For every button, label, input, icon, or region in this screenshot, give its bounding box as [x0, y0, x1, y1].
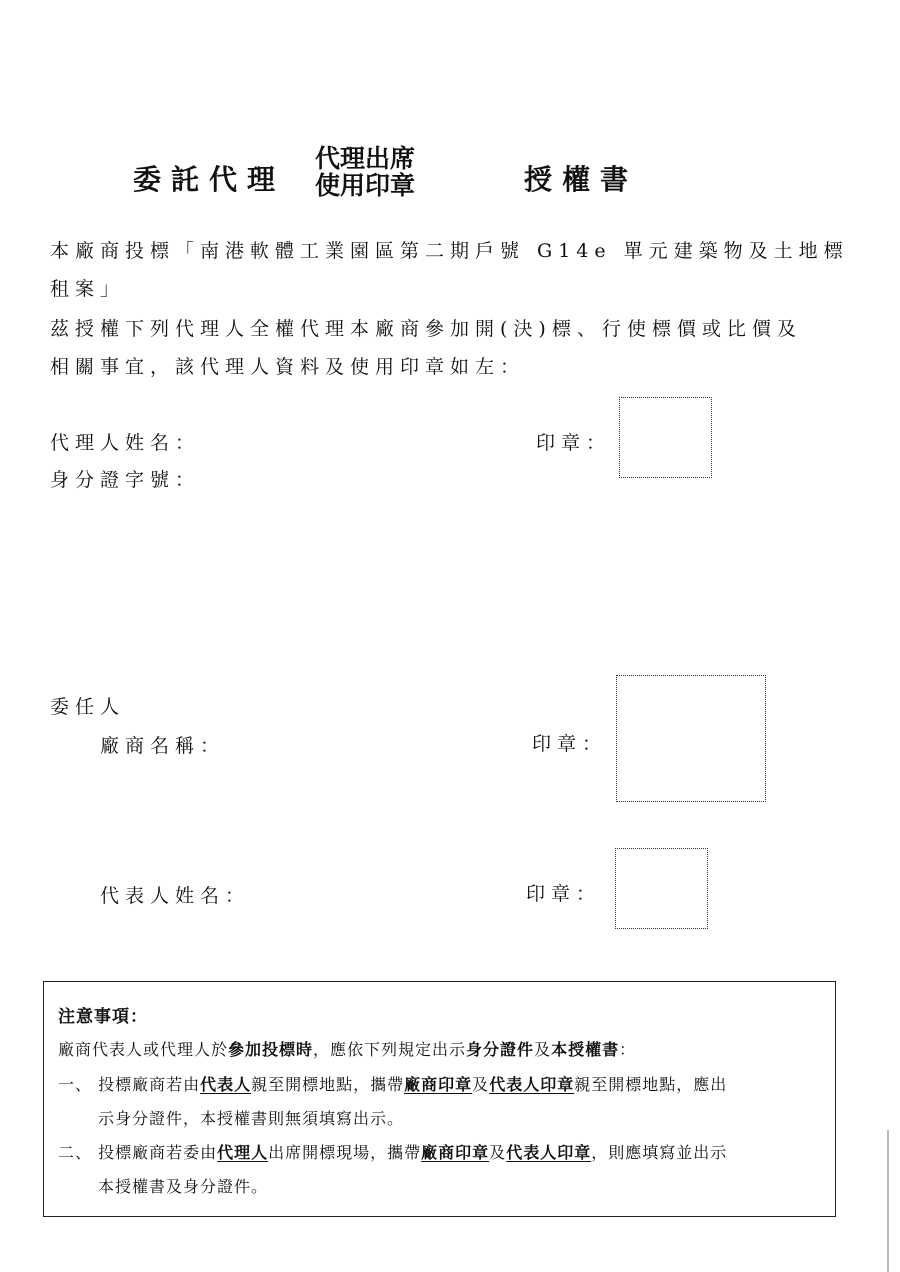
notice-item-1-text-a: 投標廠商若由: [98, 1075, 201, 1094]
notice-lead-text-3: 及: [534, 1040, 552, 1059]
agent-name-label: 代理人姓名：: [50, 432, 201, 454]
principal-heading: 委任人: [50, 696, 126, 718]
notice-lead-bold-1: 參加投標時: [228, 1040, 314, 1059]
rep-name-label: 代表人姓名：: [100, 885, 251, 907]
notice-item-1-text-d: 親至開標地點，應出: [574, 1075, 728, 1094]
intro-line-2: 租案」: [50, 278, 126, 300]
company-seal-box[interactable]: [616, 675, 766, 802]
title-stack-bottom: 使用印章: [315, 171, 416, 200]
agent-seal-label: 印章：: [536, 432, 612, 454]
scan-edge-line: [887, 1130, 889, 1272]
notice-lead-text-2: ，應依下列規定出示: [313, 1040, 467, 1059]
notice-lead-bold-2: 身分證件: [466, 1040, 535, 1059]
notice-item-1-emph-2: 廠商印章: [404, 1075, 473, 1094]
notice-item-2-continued: 本授權書及身分證件。: [98, 1177, 269, 1196]
notice-item-1: [58, 1072, 727, 1095]
title-part2: 授權書: [524, 163, 639, 196]
notice-item-2: [58, 1140, 727, 1163]
notice-item-2-emph-1: 代理人: [217, 1143, 269, 1162]
notice-item-1-text-c: 及: [472, 1075, 490, 1094]
notice-title: 注意事項：: [58, 1007, 148, 1027]
notice-lead-bold-3: 本授權書: [551, 1040, 620, 1059]
notice-box: [43, 981, 836, 1217]
notice-lead-text-1: 廠商代表人或代理人於: [58, 1040, 229, 1059]
notice-item-2-text-a: 投標廠商若委由: [98, 1143, 218, 1162]
intro-line-1: 本廠商投標「南港軟體工業園區第二期戶號 G14e 單元建築物及土地標: [50, 240, 849, 262]
notice-item-2-text-c: 及: [489, 1143, 507, 1162]
notice-item-1-continued: 示身分證件，本授權書則無須填寫出示。: [98, 1109, 405, 1128]
intro-line-4: 相關事宜，該代理人資料及使用印章如左：: [50, 356, 526, 378]
notice-lead: [58, 1037, 636, 1060]
agent-seal-box[interactable]: [619, 397, 712, 478]
notice-item-1-text-b: 親至開標地點，攜帶: [251, 1075, 405, 1094]
notice-item-2-emph-3: 代表人印章: [506, 1143, 592, 1162]
rep-seal-label: 印章：: [526, 883, 602, 905]
notice-item-1-emph-1: 代表人: [200, 1075, 252, 1094]
company-seal-label: 印章：: [532, 733, 608, 755]
agent-id-label: 身分證字號：: [50, 469, 201, 491]
title-stack: [315, 145, 415, 199]
intro-line-3: 茲授權下列代理人全權代理本廠商參加開(決)標、行使標價或比價及: [50, 318, 802, 340]
notice-item-1-number: 一、: [58, 1075, 93, 1094]
title-part1: 委託代理: [133, 163, 286, 196]
notice-lead-text-4: ：: [619, 1040, 637, 1059]
company-name-label: 廠商名稱：: [100, 735, 226, 757]
notice-item-1-emph-3: 代表人印章: [489, 1075, 575, 1094]
notice-item-2-emph-2: 廠商印章: [421, 1143, 490, 1162]
notice-item-2-text-d: ，則應填寫並出示: [591, 1143, 728, 1162]
notice-item-2-text-b: 出席開標現場，攜帶: [268, 1143, 422, 1162]
notice-item-2-number: 二、: [58, 1143, 93, 1162]
rep-seal-box[interactable]: [615, 848, 708, 929]
title-stack-top: 代理出席: [315, 144, 416, 173]
